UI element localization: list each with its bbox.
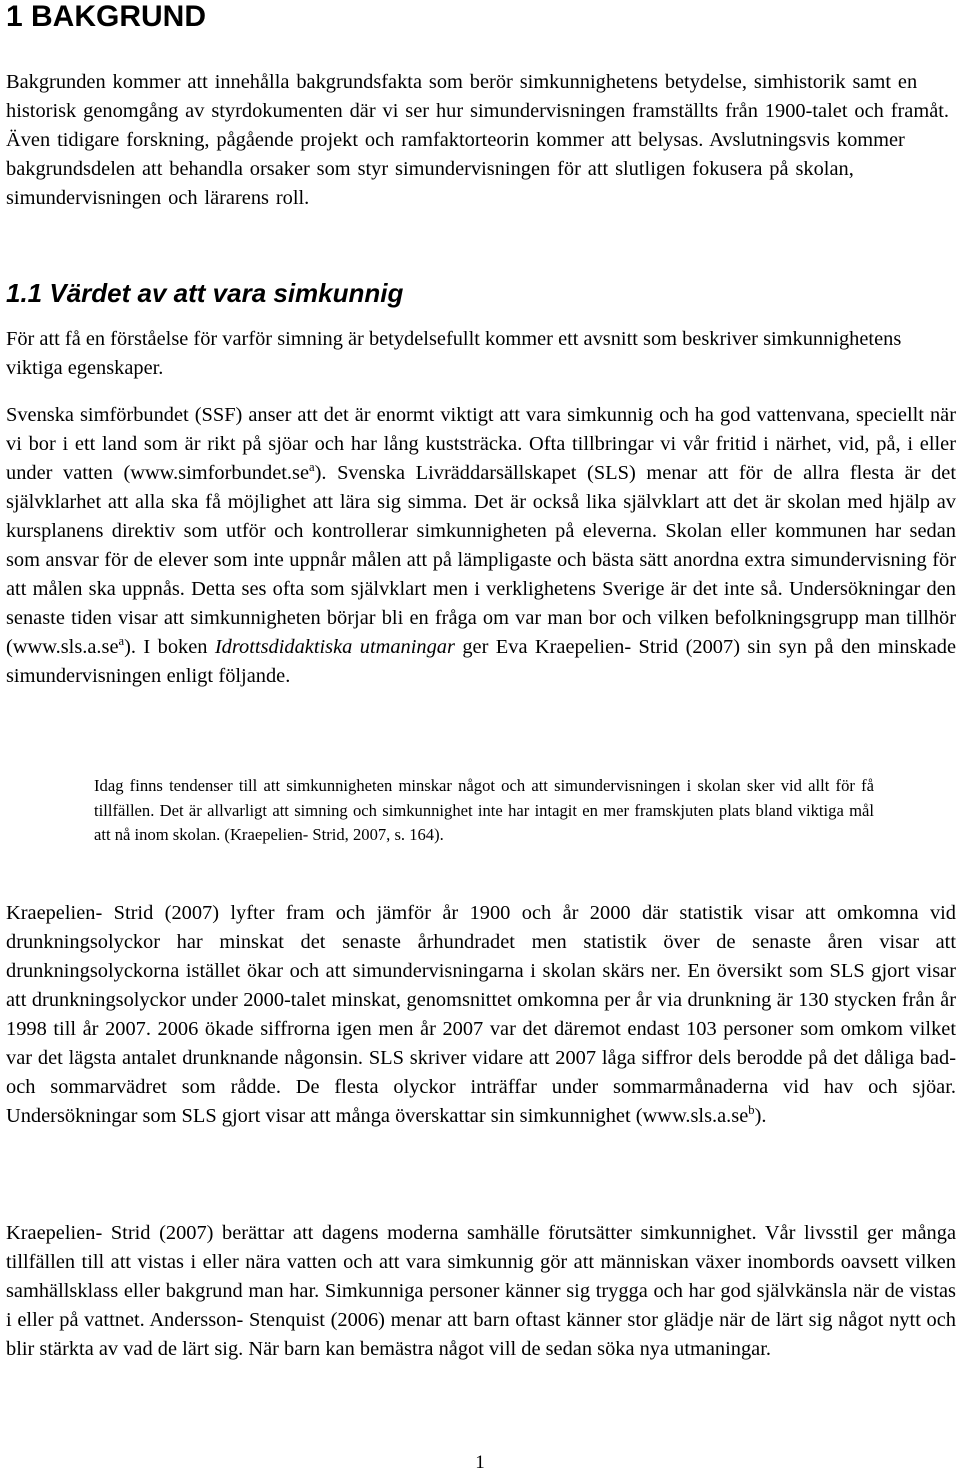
footnote-marker: b: [748, 1103, 755, 1118]
ssf-text-part1: Svenska simförbundet (SSF) anser att det är enormt viktigt att vara simkunnig och ha god vattenvana, speciellt när vi bor i ett land som är rikt på sjöar och har lång kuststräcka. Ofta tillbringar vi vår fritid i närhet, vid, på, i eller under vatten (www.simforbundet.se: [6, 404, 956, 484]
ssf-text-part2: ). Svenska Livräddarsällskapet (SLS) menar att för de allra flesta är det självklarhet att alla ska få möjlighet att lära sig simma. Det är också lika självklart att det är skolan med hjälp av kursplanens direktiv som utför och kontrollerar simkunnigheten på eleverna. Skolan eller kommunen har sedan som ansvar för de elever som inte uppnår målen att på lämpligaste och bästa sätt anordna extra simundervisning för att målen ska uppnås. Detta ses ofta som självklart men i verklighetens Sverige är det inte så. Undersökningar den senaste tiden visar att simkunnigheten börjar bli en fråga om var man bor och vilken befolkningsgrupp man tillhör (www.sls.a.se: [6, 462, 956, 658]
statistics-text-part1: Kraepelien- Strid (2007) lyfter fram och jämför år 1900 och år 2000 där statistik visar att omkomna vid drunkningsolyckor har minskat det senaste århundradet men statistik över de senaste åren visar att drunkningsolyckorna istället ökar och att simundervisningarna i skolan skärs ner. En översikt som SLS gjort visar att drunkningsolyckor under 2000-talet minskat, genomsnittet omkomna per år via drunkning är 130 stycken från år 1998 till år 2007. 2006 ökade siffrorna igen men år 2007 var det däremot endast 103 personer som omkom vilket var det lägsta antalet drunknande någonsin. SLS skriver vidare att 2007 låga siffror dels berodde på det dåliga bad- och sommarvädret som rådde. De flesta olyckor inträffar under sommarmånaderna vid hav och sjöar. Undersökningar som SLS gjort visar att många överskattar sin simkunnighet (www.sls.a.se: [6, 902, 956, 1127]
footnote-marker: a: [118, 634, 125, 649]
intro-paragraph: Bakgrunden kommer att innehålla bakgrundsfakta som berör simkunnighetens betydelse, simhistorik samt en historisk genomgång av styrdokumenten där vi ser hur simundervisningen framställts från 1900-talet och framåt. Även tidigare forskning, pågående projekt och ramfaktorteorin kommer att belysas. Avslutningsvis kommer bakgrundsdelen att behandla orsaker som styr simundervisningen för att slutligen fokusera på skolan, simundervisningen och lärarens roll.: [6, 71, 950, 209]
ssf-text-part4: ger Eva Kraepelien- Strid (2007) sin syn på den minskade simundervisningen enligt följande.: [6, 636, 957, 687]
block-quote: Idag finns tendenser till att simkunnigheten minskar något och att simundervisningen i skolan sker vid allt för få tillfällen. Det är allvarligt att simning och simkunnighet inte har intagit en mer framskjuten plats bland viktiga mål att nå inom skolan. (Kraepelien- Strid, 2007, s. 164).: [94, 776, 874, 844]
ssf-text-part3: ). I boken: [124, 636, 215, 658]
section-intro-paragraph: För att få en förståelse för varför simning är betydelsefullt kommer ett avsnitt som beskriver simkunnighetens viktiga egenskaper.: [6, 328, 902, 379]
book-title: Idrottsdidaktiska utmaningar: [214, 636, 455, 658]
chapter-heading: 1 BAKGRUND: [6, 0, 207, 33]
ssf-paragraph: [6, 401, 956, 691]
page-number: 1: [475, 1452, 485, 1473]
statistics-paragraph: [6, 899, 956, 1131]
society-paragraph: Kraepelien- Strid (2007) berättar att dagens moderna samhälle förutsätter simkunnighet. Vår livsstil ger många tillfällen till att vistas i eller nära vatten och att vara simkunnig gör att människan växer inombords oavsett vilken samhällsklass eller bakgrund man har. Simkunniga personer känner sig trygga och har god självkänsla när de vistas i eller på vattnet. Andersson- Stenquist (2006) menar att barn oftast känner stor glädje när de lärt sig något nytt och blir stärkta av vad de lärt sig. När barn kan bemästra något vill de sedan söka nya utmaningar.: [6, 1222, 956, 1360]
statistics-text-part2: ).: [754, 1105, 767, 1127]
section-heading: 1.1 Värdet av att vara simkunnig: [6, 278, 404, 308]
footnote-marker: a: [309, 460, 315, 475]
